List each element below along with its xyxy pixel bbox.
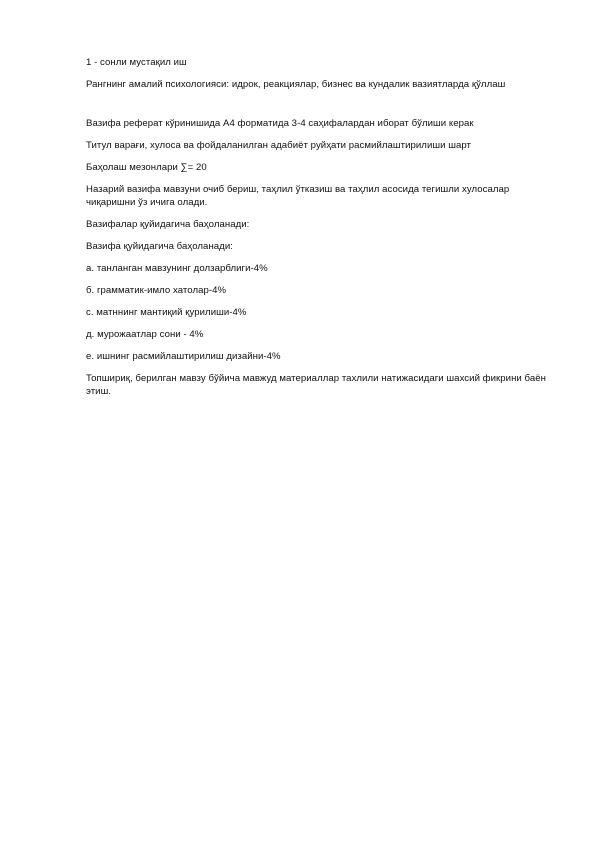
criteria-item-e: е. ишнинг расмийлаштирилиш дизайни-4%: [86, 351, 281, 362]
assignment-text: Топшириқ, берилган мавзу бўйича мавжуд материаллар тахлили натижасидаги шахсий фикрини баён этиш.: [86, 373, 546, 397]
criteria-item-b: б. грамматик-имло хатолар-4%: [86, 285, 227, 296]
evaluation-singular: Вазифа қуйидагича баҳоланади:: [86, 241, 233, 252]
document-topic: Рангнинг амалий психологияси: идрок, реакциялар, бизнес ва кундалик вазиятларда қўллаш: [86, 79, 506, 90]
task-description: Назарий вазифа мавзуни очиб бериш, таҳлил ўтказиш ва таҳлил асосида тегишли хулосалар чиқаришни ўз ичига олади.: [86, 184, 510, 208]
requirement-format: Вазифа реферат кўринишида А4 форматида 3-4 саҳифалардан иборат бўлиши керак: [86, 118, 474, 129]
document-heading: 1 - сонли мустақил иш: [86, 57, 187, 68]
criteria-item-c: с. матннинг мантиқий қурилиши-4%: [86, 307, 247, 318]
evaluation-plural: Вазифалар қуйидагича баҳоланади:: [86, 219, 250, 230]
requirement-design: Титул варағи, хулоса ва фойдаланилган адабиёт руйҳати расмийлаштирилиши шарт: [86, 140, 471, 151]
criteria-total: Баҳолаш мезонлари ∑= 20: [86, 162, 207, 173]
criteria-item-a: а. танланган мавзунинг долзарблиги-4%: [86, 263, 268, 274]
criteria-item-d: д. мурожаатлар сони - 4%: [86, 329, 204, 340]
